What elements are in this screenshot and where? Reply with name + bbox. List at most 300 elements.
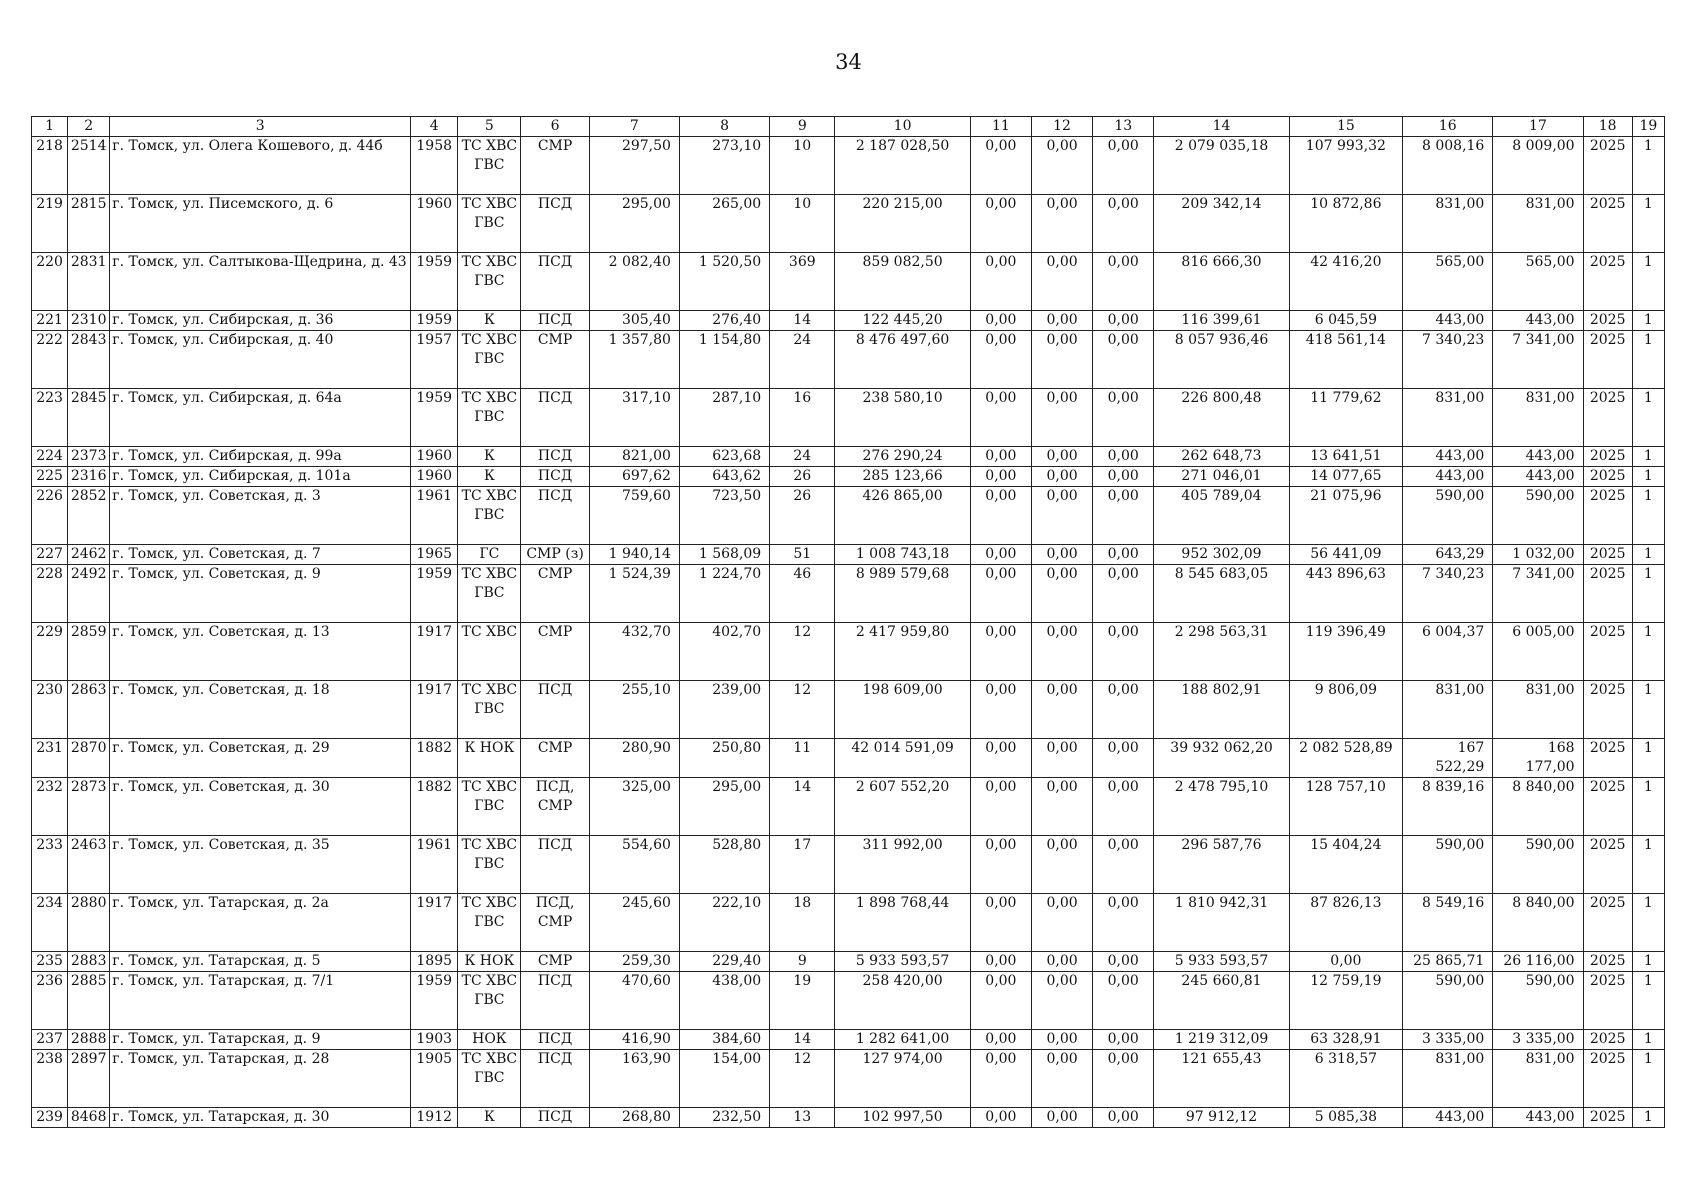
table-cell-col-15: 9 806,09 [1289,681,1402,739]
table-cell-col-4: 1961 [411,836,458,894]
table-cell-col-14: 952 302,09 [1154,545,1289,565]
table-cell-col-7: 759,60 [589,487,679,545]
column-header-1: 1 [32,117,68,137]
table-cell-col-6: СМР [521,739,589,778]
table-cell-col-2: 2492 [68,565,110,623]
table-cell-col-18: 2025 [1583,137,1632,195]
table-cell-col-4: 1903 [411,1030,458,1050]
table-cell-col-4: 1959 [411,253,458,311]
table-cell-col-18: 2025 [1583,623,1632,681]
table-row [32,739,1665,778]
table-cell-col-6: ПСД [521,389,589,447]
table-cell-col-19: 1 [1632,681,1664,739]
table-cell-col-2: 2373 [68,447,110,467]
column-header-14: 14 [1154,117,1289,137]
table-cell-col-10: 8 989 579,68 [835,565,970,623]
table-cell-col-19: 1 [1632,331,1664,389]
table-cell-col-11: 0,00 [970,311,1031,331]
table-cell-col-13: 0,00 [1093,681,1154,739]
table-cell-col-3: г. Томск, ул. Олега Кошевого, д. 44б [110,137,411,195]
table-cell-col-6: ПСД [521,253,589,311]
table-cell-col-1: 222 [32,331,68,389]
column-header-17: 17 [1493,117,1583,137]
table-cell-col-8: 1 224,70 [679,565,769,623]
table-cell-col-6: ПСД [521,311,589,331]
table-cell-col-6: ПСД [521,972,589,1030]
table-cell-col-9: 12 [770,623,835,681]
table-cell-col-7: 297,50 [589,137,679,195]
table-cell-col-9: 24 [770,447,835,467]
table-cell-col-2: 2880 [68,894,110,952]
table-cell-col-12: 0,00 [1031,137,1092,195]
table-cell-col-9: 17 [770,836,835,894]
table-cell-col-8: 1 154,80 [679,331,769,389]
table-cell-col-12: 0,00 [1031,623,1092,681]
table-cell-col-1: 232 [32,778,68,836]
table-cell-col-17: 831,00 [1493,1050,1583,1108]
table-cell-col-11: 0,00 [970,487,1031,545]
table-cell-col-17: 590,00 [1493,836,1583,894]
column-header-15: 15 [1289,117,1402,137]
table-cell-col-13: 0,00 [1093,972,1154,1030]
table-cell-col-7: 2 082,40 [589,253,679,311]
table-cell-col-16: 8 549,16 [1403,894,1493,952]
table-cell-col-7: 1 524,39 [589,565,679,623]
table-cell-col-10: 122 445,20 [835,311,970,331]
table-cell-col-5: НОК [458,1030,521,1050]
table-cell-col-5: ТС ХВС ГВС [458,778,521,836]
table-cell-col-16: 443,00 [1403,311,1493,331]
table-cell-col-17: 7 341,00 [1493,565,1583,623]
table-cell-col-7: 317,10 [589,389,679,447]
table-cell-col-13: 0,00 [1093,778,1154,836]
table-cell-col-11: 0,00 [970,331,1031,389]
table-cell-col-12: 0,00 [1031,195,1092,253]
table-cell-col-11: 0,00 [970,1050,1031,1108]
table-cell-col-8: 438,00 [679,972,769,1030]
table-cell-col-5: ТС ХВС ГВС [458,389,521,447]
table-cell-col-19: 1 [1632,389,1664,447]
table-cell-col-14: 5 933 593,57 [1154,952,1289,972]
table-cell-col-16: 167 522,29 [1403,739,1493,778]
table-row [32,894,1665,952]
table-cell-col-7: 255,10 [589,681,679,739]
table-cell-col-7: 325,00 [589,778,679,836]
table-cell-col-14: 405 789,04 [1154,487,1289,545]
table-cell-col-7: 697,62 [589,467,679,487]
table-cell-col-9: 10 [770,137,835,195]
column-header-9: 9 [770,117,835,137]
table-cell-col-12: 0,00 [1031,467,1092,487]
table-cell-col-13: 0,00 [1093,1108,1154,1128]
table-cell-col-17: 7 341,00 [1493,331,1583,389]
table-cell-col-5: ТС ХВС ГВС [458,253,521,311]
table-cell-col-19: 1 [1632,137,1664,195]
column-header-13: 13 [1093,117,1154,137]
table-cell-col-14: 116 399,61 [1154,311,1289,331]
table-cell-col-13: 0,00 [1093,487,1154,545]
table-cell-col-5: К [458,1108,521,1128]
table-cell-col-15: 12 759,19 [1289,972,1402,1030]
table-cell-col-11: 0,00 [970,195,1031,253]
table-cell-col-1: 218 [32,137,68,195]
table-cell-col-19: 1 [1632,1030,1664,1050]
table-cell-col-17: 1 032,00 [1493,545,1583,565]
table-cell-col-18: 2025 [1583,972,1632,1030]
table-cell-col-13: 0,00 [1093,894,1154,952]
table-cell-col-14: 262 648,73 [1154,447,1289,467]
table-row [32,545,1665,565]
table-cell-col-3: г. Томск, ул. Писемского, д. 6 [110,195,411,253]
table-cell-col-4: 1959 [411,972,458,1030]
table-cell-col-1: 235 [32,952,68,972]
table-cell-col-3: г. Томск, ул. Советская, д. 9 [110,565,411,623]
table-cell-col-9: 12 [770,1050,835,1108]
table-cell-col-19: 1 [1632,253,1664,311]
table-cell-col-19: 1 [1632,311,1664,331]
table-cell-col-8: 384,60 [679,1030,769,1050]
table-cell-col-17: 565,00 [1493,253,1583,311]
column-header-2: 2 [68,117,110,137]
table-cell-col-11: 0,00 [970,623,1031,681]
table-cell-col-11: 0,00 [970,1108,1031,1128]
table-cell-col-18: 2025 [1583,894,1632,952]
table-cell-col-3: г. Томск, ул. Сибирская, д. 64а [110,389,411,447]
table-cell-col-4: 1965 [411,545,458,565]
table-row [32,1050,1665,1108]
table-cell-col-10: 2 607 552,20 [835,778,970,836]
table-cell-col-6: ПСД [521,1050,589,1108]
table-cell-col-16: 590,00 [1403,487,1493,545]
table-cell-col-17: 8 009,00 [1493,137,1583,195]
table-cell-col-7: 1 357,80 [589,331,679,389]
table-cell-col-5: ТС ХВС ГВС [458,1050,521,1108]
table-cell-col-7: 1 940,14 [589,545,679,565]
table-cell-col-3: г. Томск, ул. Сибирская, д. 99а [110,447,411,467]
table-cell-col-10: 2 417 959,80 [835,623,970,681]
table-cell-col-19: 1 [1632,467,1664,487]
table-cell-col-2: 2870 [68,739,110,778]
table-cell-col-6: СМР (з) [521,545,589,565]
table-cell-col-16: 3 335,00 [1403,1030,1493,1050]
table-cell-col-14: 8 057 936,46 [1154,331,1289,389]
table-cell-col-19: 1 [1632,623,1664,681]
table-cell-col-1: 234 [32,894,68,952]
column-header-7: 7 [589,117,679,137]
table-cell-col-12: 0,00 [1031,836,1092,894]
table-cell-col-9: 26 [770,487,835,545]
table-row [32,623,1665,681]
table-cell-col-3: г. Томск, ул. Салтыкова-Щедрина, д. 43 [110,253,411,311]
table-row [32,389,1665,447]
table-cell-col-2: 2316 [68,467,110,487]
table-cell-col-4: 1959 [411,565,458,623]
table-cell-col-6: СМР [521,952,589,972]
table-cell-col-3: г. Томск, ул. Советская, д. 7 [110,545,411,565]
table-cell-col-19: 1 [1632,1108,1664,1128]
table-cell-col-17: 831,00 [1493,389,1583,447]
table-cell-col-15: 6 045,59 [1289,311,1402,331]
table-cell-col-5: ТС ХВС [458,623,521,681]
table-cell-col-19: 1 [1632,565,1664,623]
table-cell-col-7: 163,90 [589,1050,679,1108]
table-cell-col-3: г. Томск, ул. Татарская, д. 9 [110,1030,411,1050]
table-cell-col-15: 56 441,09 [1289,545,1402,565]
table-cell-col-6: ПСД [521,487,589,545]
table-cell-col-10: 426 865,00 [835,487,970,545]
table-cell-col-4: 1960 [411,467,458,487]
table-cell-col-3: г. Томск, ул. Татарская, д. 7/1 [110,972,411,1030]
table-cell-col-18: 2025 [1583,389,1632,447]
table-cell-col-2: 2463 [68,836,110,894]
table-cell-col-9: 16 [770,389,835,447]
table-cell-col-15: 5 085,38 [1289,1108,1402,1128]
table-cell-col-14: 2 478 795,10 [1154,778,1289,836]
table-cell-col-7: 245,60 [589,894,679,952]
table-cell-col-11: 0,00 [970,952,1031,972]
table-cell-col-5: ТС ХВС ГВС [458,137,521,195]
table-cell-col-13: 0,00 [1093,331,1154,389]
table-row [32,952,1665,972]
table-cell-col-6: ПСД, СМР [521,778,589,836]
table-cell-col-2: 2831 [68,253,110,311]
table-cell-col-1: 219 [32,195,68,253]
table-cell-col-4: 1961 [411,487,458,545]
table-cell-col-10: 276 290,24 [835,447,970,467]
table-cell-col-1: 223 [32,389,68,447]
table-cell-col-16: 8 008,16 [1403,137,1493,195]
table-cell-col-13: 0,00 [1093,836,1154,894]
table-cell-col-17: 443,00 [1493,447,1583,467]
table-cell-col-16: 565,00 [1403,253,1493,311]
table-cell-col-18: 2025 [1583,311,1632,331]
table-cell-col-4: 1882 [411,739,458,778]
table-cell-col-7: 305,40 [589,311,679,331]
table-cell-col-1: 238 [32,1050,68,1108]
table-cell-col-14: 271 046,01 [1154,467,1289,487]
table-cell-col-4: 1959 [411,389,458,447]
table-cell-col-3: г. Томск, ул. Советская, д. 35 [110,836,411,894]
table-cell-col-4: 1958 [411,137,458,195]
table-cell-col-1: 228 [32,565,68,623]
table-cell-col-10: 5 933 593,57 [835,952,970,972]
table-cell-col-12: 0,00 [1031,1030,1092,1050]
table-cell-col-3: г. Томск, ул. Советская, д. 13 [110,623,411,681]
table-cell-col-14: 296 587,76 [1154,836,1289,894]
table-cell-col-6: СМР [521,565,589,623]
table-cell-col-8: 623,68 [679,447,769,467]
table-cell-col-9: 14 [770,1030,835,1050]
table-cell-col-5: ТС ХВС ГВС [458,565,521,623]
table-cell-col-15: 15 404,24 [1289,836,1402,894]
table-cell-col-1: 226 [32,487,68,545]
table-cell-col-15: 87 826,13 [1289,894,1402,952]
column-header-19: 19 [1632,117,1664,137]
table-cell-col-6: ПСД [521,681,589,739]
table-cell-col-14: 2 298 563,31 [1154,623,1289,681]
table-cell-col-13: 0,00 [1093,195,1154,253]
table-cell-col-12: 0,00 [1031,447,1092,467]
table-cell-col-12: 0,00 [1031,894,1092,952]
table-cell-col-17: 443,00 [1493,1108,1583,1128]
table-cell-col-5: К [458,311,521,331]
table-cell-col-18: 2025 [1583,565,1632,623]
table-row [32,836,1665,894]
column-header-16: 16 [1403,117,1493,137]
table-cell-col-16: 7 340,23 [1403,331,1493,389]
table-cell-col-5: ТС ХВС ГВС [458,331,521,389]
table-cell-col-2: 2885 [68,972,110,1030]
table-cell-col-9: 12 [770,681,835,739]
table-cell-col-17: 3 335,00 [1493,1030,1583,1050]
table-cell-col-3: г. Томск, ул. Сибирская, д. 40 [110,331,411,389]
table-cell-col-6: ПСД [521,447,589,467]
table-row [32,778,1665,836]
table-row [32,487,1665,545]
table-cell-col-4: 1882 [411,778,458,836]
table-cell-col-11: 0,00 [970,681,1031,739]
table-cell-col-14: 97 912,12 [1154,1108,1289,1128]
table-cell-col-18: 2025 [1583,195,1632,253]
table-cell-col-3: г. Томск, ул. Татарская, д. 28 [110,1050,411,1108]
table-cell-col-19: 1 [1632,894,1664,952]
table-cell-col-18: 2025 [1583,253,1632,311]
table-cell-col-3: г. Томск, ул. Сибирская, д. 36 [110,311,411,331]
table-cell-col-16: 590,00 [1403,972,1493,1030]
table-cell-col-5: К [458,447,521,467]
table-cell-col-9: 18 [770,894,835,952]
table-cell-col-14: 121 655,43 [1154,1050,1289,1108]
table-cell-col-11: 0,00 [970,137,1031,195]
table-cell-col-12: 0,00 [1031,778,1092,836]
table-cell-col-1: 220 [32,253,68,311]
table-cell-col-13: 0,00 [1093,137,1154,195]
table-cell-col-15: 119 396,49 [1289,623,1402,681]
table-cell-col-13: 0,00 [1093,1050,1154,1108]
table-cell-col-4: 1917 [411,894,458,952]
table-cell-col-15: 418 561,14 [1289,331,1402,389]
table-cell-col-3: г. Томск, ул. Татарская, д. 2а [110,894,411,952]
table-cell-col-8: 295,00 [679,778,769,836]
table-cell-col-14: 209 342,14 [1154,195,1289,253]
table-cell-col-2: 2514 [68,137,110,195]
table-cell-col-16: 443,00 [1403,447,1493,467]
table-cell-col-18: 2025 [1583,1108,1632,1128]
table-cell-col-14: 8 545 683,05 [1154,565,1289,623]
table-cell-col-5: ТС ХВС ГВС [458,487,521,545]
table-cell-col-14: 245 660,81 [1154,972,1289,1030]
table-cell-col-13: 0,00 [1093,311,1154,331]
table-cell-col-5: ГС [458,545,521,565]
table-cell-col-8: 239,00 [679,681,769,739]
table-cell-col-8: 1 520,50 [679,253,769,311]
table-cell-col-7: 280,90 [589,739,679,778]
table-cell-col-17: 590,00 [1493,487,1583,545]
table-cell-col-5: ТС ХВС ГВС [458,195,521,253]
table-row [32,565,1665,623]
table-cell-col-1: 239 [32,1108,68,1128]
table-cell-col-17: 26 116,00 [1493,952,1583,972]
table-cell-col-7: 295,00 [589,195,679,253]
table-body [32,137,1665,1128]
table-cell-col-13: 0,00 [1093,389,1154,447]
table-cell-col-16: 443,00 [1403,1108,1493,1128]
table-cell-col-13: 0,00 [1093,467,1154,487]
table-cell-col-18: 2025 [1583,739,1632,778]
table-cell-col-18: 2025 [1583,681,1632,739]
table-cell-col-10: 859 082,50 [835,253,970,311]
table-cell-col-9: 24 [770,331,835,389]
table-cell-col-17: 8 840,00 [1493,778,1583,836]
table-row [32,681,1665,739]
table-cell-col-4: 1905 [411,1050,458,1108]
table-row [32,447,1665,467]
table-cell-col-12: 0,00 [1031,253,1092,311]
table-cell-col-12: 0,00 [1031,545,1092,565]
page-number: 34 [835,50,862,74]
table-row [32,311,1665,331]
table-cell-col-19: 1 [1632,545,1664,565]
table-cell-col-7: 470,60 [589,972,679,1030]
table-cell-col-12: 0,00 [1031,739,1092,778]
table-cell-col-1: 225 [32,467,68,487]
table-cell-col-4: 1959 [411,311,458,331]
table-cell-col-8: 250,80 [679,739,769,778]
table-cell-col-8: 1 568,09 [679,545,769,565]
table-cell-col-11: 0,00 [970,389,1031,447]
table-cell-col-10: 220 215,00 [835,195,970,253]
table-cell-col-1: 227 [32,545,68,565]
column-header-6: 6 [521,117,589,137]
column-header-4: 4 [411,117,458,137]
table-cell-col-9: 14 [770,311,835,331]
table-cell-col-10: 1 008 743,18 [835,545,970,565]
table-cell-col-19: 1 [1632,972,1664,1030]
table-cell-col-16: 7 340,23 [1403,565,1493,623]
table-cell-col-9: 26 [770,467,835,487]
table-cell-col-11: 0,00 [970,836,1031,894]
table-cell-col-3: г. Томск, ул. Советская, д. 29 [110,739,411,778]
table-cell-col-12: 0,00 [1031,389,1092,447]
table-row [32,137,1665,195]
table-cell-col-8: 154,00 [679,1050,769,1108]
table-cell-col-16: 6 004,37 [1403,623,1493,681]
table-cell-col-2: 2883 [68,952,110,972]
table-row [32,1030,1665,1050]
table-cell-col-14: 1 219 312,09 [1154,1030,1289,1050]
table-row [32,195,1665,253]
table-cell-col-18: 2025 [1583,836,1632,894]
table-cell-col-4: 1912 [411,1108,458,1128]
table-cell-col-11: 0,00 [970,253,1031,311]
table-cell-col-15: 10 872,86 [1289,195,1402,253]
table-cell-col-11: 0,00 [970,739,1031,778]
table-cell-col-9: 369 [770,253,835,311]
table-row [32,253,1665,311]
table-cell-col-13: 0,00 [1093,952,1154,972]
table-cell-col-3: г. Томск, ул. Татарская, д. 30 [110,1108,411,1128]
table-cell-col-2: 2815 [68,195,110,253]
column-header-12: 12 [1031,117,1092,137]
table-cell-col-15: 63 328,91 [1289,1030,1402,1050]
table-cell-col-16: 643,29 [1403,545,1493,565]
table-cell-col-5: ТС ХВС ГВС [458,972,521,1030]
table-row [32,331,1665,389]
table-cell-col-12: 0,00 [1031,311,1092,331]
table-cell-col-6: СМР [521,137,589,195]
table-cell-col-17: 168 177,00 [1493,739,1583,778]
table-cell-col-16: 443,00 [1403,467,1493,487]
